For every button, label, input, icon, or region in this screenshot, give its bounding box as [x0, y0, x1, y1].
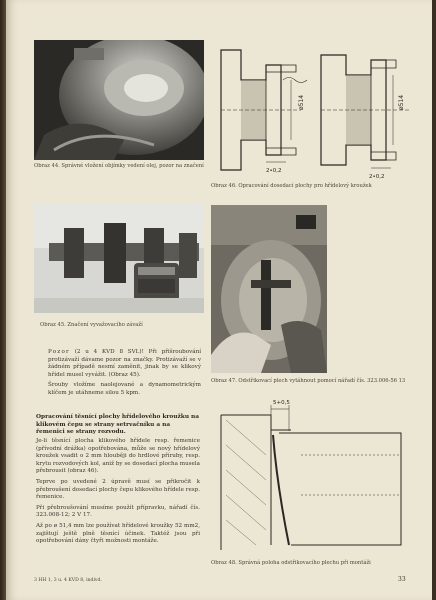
figure-48-caption: Obraz 48. Správná poloha odstřikovacího plechu při montáži	[211, 560, 371, 566]
figure-48-drawing	[211, 395, 411, 555]
fig46-dim1: ø514	[298, 94, 305, 110]
figure-47-photo	[211, 205, 327, 373]
body-paragraph-2: Teprve po uvedené 2 úpravě musí se přikročit k přebroušení dosedací plochy čepu klikového hřídele resp. řemenice.	[36, 478, 200, 501]
pozor-word: Pozor	[48, 349, 70, 355]
figure-45-photo	[34, 203, 204, 313]
pozor-paragraph	[48, 349, 201, 401]
figure-46-drawing	[211, 40, 411, 180]
body-paragraph-4: Až po ø 51,4 mm lze používat hřídelové kroužky 52 mm2, zajištují ještě plně těsnící účinek. Taktéž jsou při opotřebování dány čtyři možnosti montáže.	[36, 522, 200, 545]
fig46-dim2: 2•0,2	[266, 168, 282, 174]
pozor-text: (2 u 4 KVD 8 SVL)! Při přišroubování protizávaží dávame pozor na značky. Protizávaží se v žádném případě nesmí zaměnit, jinak by se klikový hřídel musel vyvážit. (Obraz 45).	[48, 349, 202, 378]
figure-46-caption: Obraz 46. Opracování dosedací plochy pro hřídelový kroužek	[211, 183, 372, 189]
fig46-dim4: 2•0,2	[369, 174, 385, 180]
footnote: 3 HH 1, 3 u. 4 KVD 8, indivd.	[34, 578, 102, 583]
page-number: 33	[398, 576, 406, 583]
figure-47-caption: Obraz 47. Odstřikovací plech vytáhnout pomocí nářadí čís. 323.006-56 13	[211, 378, 406, 384]
sroub-paragraph: Šrouby vložíme naolejované a dynamometrickým klíčem je utáhneme silou 5 kpm.	[48, 382, 201, 396]
fig46-dim3: ø514	[398, 94, 405, 110]
body-paragraphs	[36, 438, 200, 549]
body-paragraph-1: Je-li těsnící plocha klikového hřídele resp. řemenice (přívodní drážka) opotřebována, může se nový hřídelový kroužek vsadit o 2 mm hlouběji do hrdlové příruby, resp. krytu rozvodových kol, aniž by se dosedací plocha musela přebrousit (obraz 46).	[36, 438, 200, 475]
document-page	[6, 0, 432, 600]
body-paragraph-3: Při přebroušování musíme použít přípravku, nářadí čís. 323.008-12; 2 V 17.	[36, 504, 200, 519]
section-heading: Opracování těsnící plochy hřídelového kroužku na klikovém čepu se strany setrvačníku a na řemenici se strany rozvodu.	[36, 414, 200, 436]
fig48-dim1: 5+0,5	[273, 400, 290, 406]
figure-44-caption: Obraz 44. Správné vložení objímky vedení olej, pozor na značení	[34, 163, 204, 169]
figure-44-photo	[34, 40, 204, 160]
figure-45-caption: Obraz 45. Značení vyvažovacího závaží	[40, 322, 143, 328]
